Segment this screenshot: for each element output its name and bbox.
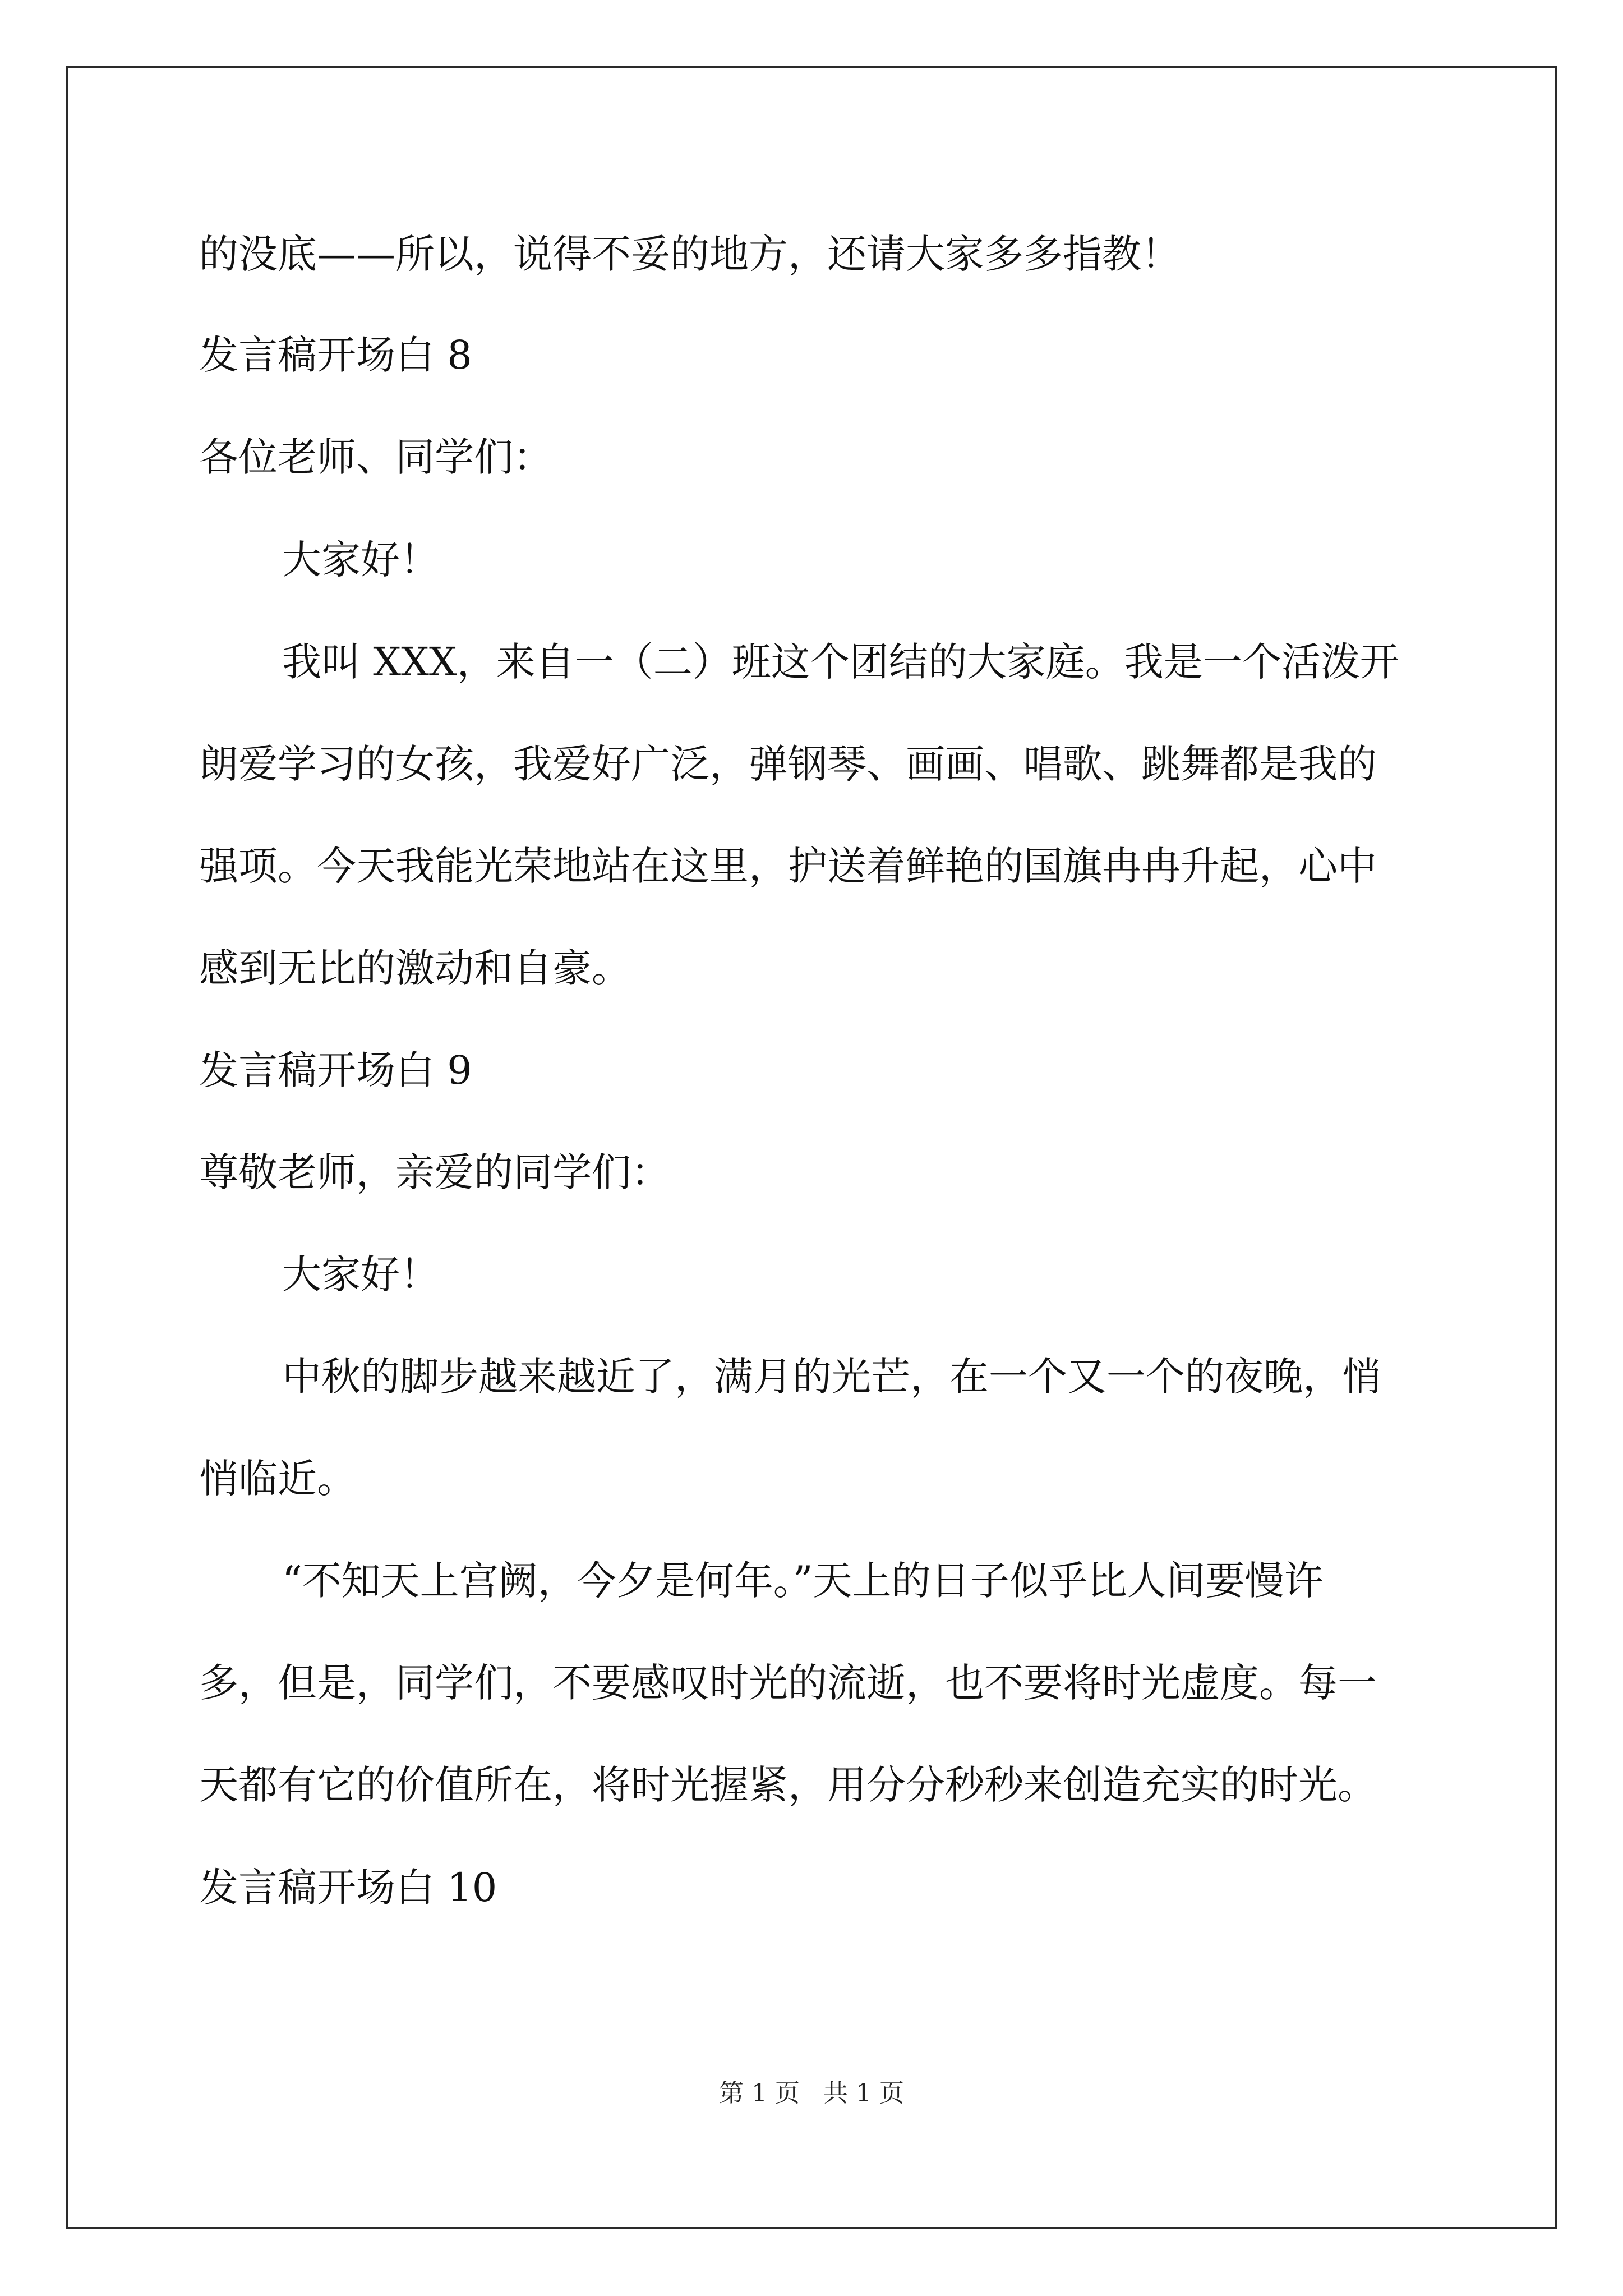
paragraph-line: 感到无比的激动和自豪。 [199, 945, 631, 991]
greeting: 大家好！ [282, 537, 439, 583]
paragraph-line: 多，但是，同学们，不要感叹时光的流逝，也不要将时光虚度。每一 [199, 1660, 1377, 1706]
salutation: 各位老师、同学们： [199, 434, 552, 480]
page-number-footer: 第 1 页 共 1 页 [719, 2079, 904, 2108]
paragraph-line: 悄临近。 [199, 1456, 356, 1502]
paragraph-line: 强项。今天我能光荣地站在这里，护送着鲜艳的国旗冉冉升起，心中 [199, 843, 1377, 889]
section-heading: 发言稿开场白 9 [199, 1047, 472, 1093]
greeting: 大家好！ [282, 1251, 439, 1297]
paragraph-line: 天都有它的价值所在，将时光握紧，用分分秒秒来创造充实的时光。 [199, 1762, 1377, 1808]
section-heading: 发言稿开场白 8 [199, 332, 472, 378]
paragraph-line: 的没底——所以，说得不妥的地方，还请大家多多指教！ [199, 231, 1181, 277]
paragraph-line: “不知天上宫阙，今夕是何年。”天上的日子似乎比人间要慢许 [282, 1558, 1324, 1604]
paragraph-line: 中秋的脚步越来越近了，满月的光芒，在一个又一个的夜晚，悄 [282, 1354, 1381, 1400]
section-heading: 发言稿开场白 10 [199, 1865, 497, 1911]
paragraph-line: 我叫 XXX，来自一（二）班这个团结的大家庭。我是一个活泼开 [282, 639, 1399, 685]
salutation: 尊敬老师，亲爱的同学们： [199, 1149, 670, 1195]
paragraph-line: 朗爱学习的女孩，我爱好广泛，弹钢琴、画画、唱歌、跳舞都是我的 [199, 741, 1377, 787]
